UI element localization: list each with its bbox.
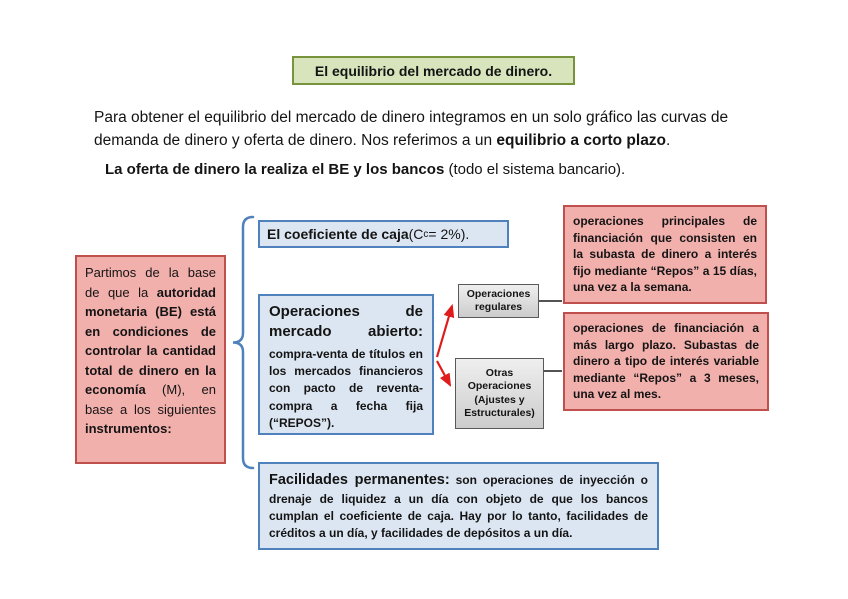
coefficient-bold: El coeficiente de caja [267, 226, 409, 242]
standing-facilities-body: son operaciones de inyección o drenaje de liquidez a un día con objeto de que los bancos cumplan el coeficiente de caja. Hay por lo tanto, facilidades de créditos a un día, y facilidades de depósitos a un día. [269, 473, 649, 540]
regular-operations-label: Operaciones regulares [466, 287, 531, 313]
money-supply-rest: (todo el sistema bancario). [444, 161, 626, 178]
left-box-text-1: Partimos de la base de que la [85, 265, 216, 300]
left-box-bold-1: autoridad monetaria (BE) está en condiciones de controlar la cantidad total de dinero en la economía [85, 284, 216, 397]
longer-term-operations-box [563, 312, 769, 411]
regular-operations-box [458, 284, 539, 318]
other-operations-label: Otras Operaciones (Ajustes y Estructurales) [464, 367, 535, 419]
open-market-box [258, 294, 434, 435]
coefficient-end: = 2%). [428, 226, 470, 242]
curly-brace [233, 217, 253, 468]
longer-term-text: operaciones de financiación a más largo plazo. Subastas de dinero a tipo de interés variable mediante “Repos” a 3 meses, una vez al mes. [573, 321, 759, 402]
coefficient-box [258, 220, 509, 248]
intro-text: Para obtener el equilibrio del mercado de dinero integramos en un solo gráfico las curvas de demanda de dinero y oferta de dinero. Nos referimos a un [94, 109, 729, 150]
page-title: El equilibrio del mercado de dinero. [314, 62, 553, 79]
standing-facilities-title: Facilidades permanentes: [269, 472, 450, 488]
intro-paragraph [94, 106, 754, 153]
intro-bold-phrase: equilibrio a corto plazo [496, 132, 667, 150]
coefficient-mid: (C [408, 226, 424, 242]
open-market-heading: Operaciones de mercado abierto: [269, 303, 423, 341]
other-operations-box [455, 358, 544, 429]
arrow-to-regular-operations-icon [437, 306, 452, 357]
left-box-text-2: (M), en base a los siguientes [85, 382, 216, 417]
left-box-bold-2: instrumentos: [85, 421, 172, 436]
main-refinancing-operations-box [563, 205, 767, 304]
money-supply-bold: La oferta de dinero la realiza el BE y los bancos [105, 161, 445, 178]
title-box [292, 56, 575, 85]
standing-facilities-box [258, 462, 659, 550]
main-refinancing-text: operaciones principales de financiación que consisten en la subasta de dinero a interés fijo mediante “Repos” a 15 días, una vez a la semana. [573, 214, 757, 295]
open-market-body: compra-venta de títulos en los mercados financieros con pacto de reventa-compra a fecha fija (“REPOS”). [269, 346, 423, 431]
money-supply-line [105, 161, 765, 178]
arrow-to-other-operations-icon [437, 361, 450, 385]
left-instruments-box [75, 255, 226, 464]
coefficient-sub: c [423, 228, 429, 240]
intro-text-end: . [666, 132, 671, 150]
